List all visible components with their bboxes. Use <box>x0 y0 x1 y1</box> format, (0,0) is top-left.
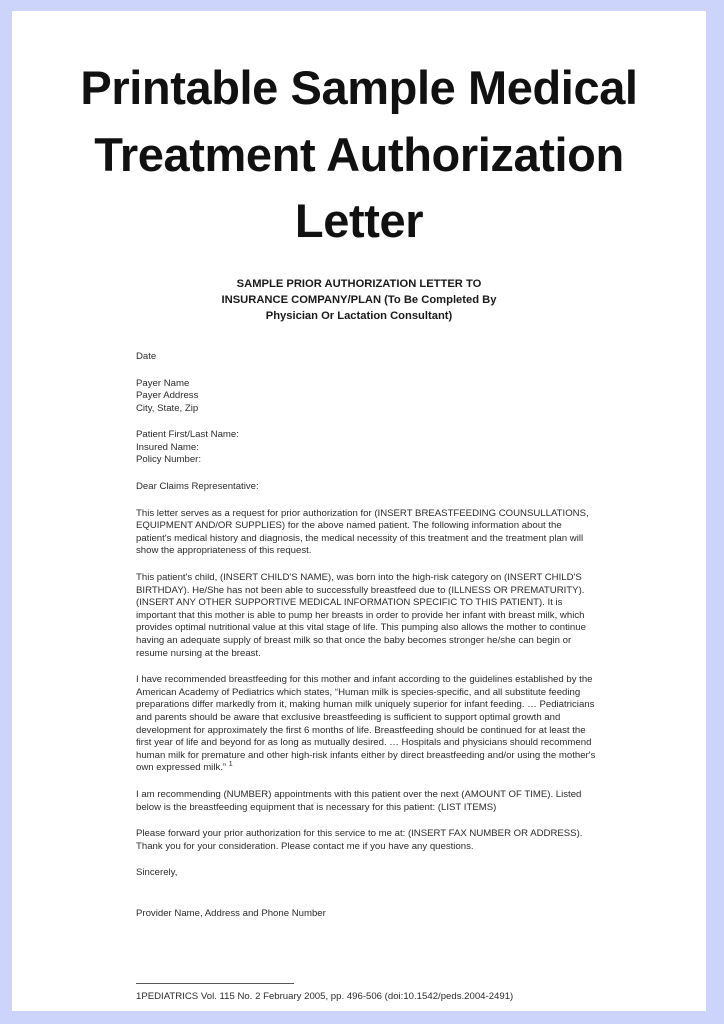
footnote-divider <box>136 983 294 984</box>
patient-block <box>136 429 596 467</box>
paragraph-5: Please forward your prior authorization for this service to me at: (INSERT FAX NUMBER OR ADDRESS). Thank you for your consideration. Please contact me if you have any questions. <box>136 828 583 852</box>
footnote-marker: 1 <box>228 761 233 769</box>
paragraph-3 <box>136 674 596 775</box>
signature-space <box>136 894 596 908</box>
payer-name: Payer Name <box>136 377 190 389</box>
document-subtitle <box>12 277 706 325</box>
paragraph-4: I am recommending (NUMBER) appointments with this patient over the next (AMOUNT OF TIME). Listed below is the breastfeeding equipment that is necessary for this patient: (LIST ITEMS) <box>136 788 582 813</box>
policy-number-field: Policy Number: <box>136 454 202 466</box>
subtitle-line-1: SAMPLE PRIOR AUTHORIZATION LETTER TO <box>236 278 482 291</box>
payer-address: Payer Address <box>136 390 199 402</box>
footnote-citation: 1PEDIATRICS Vol. 115 No. 2 February 2005, pp. 496-506 (doi:10.1542/peds.2004-2491) <box>136 990 514 1002</box>
closing: Sincerely, <box>136 867 178 879</box>
subtitle-line-2: INSURANCE COMPANY/PLAN (To Be Completed By <box>221 294 497 307</box>
payer-city-state-zip: City, State, Zip <box>136 402 199 414</box>
paragraph-1: This letter serves as a request for prior authorization for (INSERT BREASTFEEDING COUNSULLATIONS, EQUIPMENT AND/OR SUPPLIES) for the above named patient. The following information about the patient's medical history and diagnosis, the medical necessity of this treatment and the treatment plan will show the appropriateness of this request. <box>136 507 589 557</box>
patient-name-field: Patient First/Last Name: <box>136 429 239 441</box>
footnote-gap <box>136 935 596 983</box>
page-title: Printable Sample Medical Treatment Authorization Letter <box>80 61 638 248</box>
document-sheet <box>12 11 706 1011</box>
subtitle-line-3: Physician Or Lactation Consultant) <box>265 310 453 323</box>
salutation: Dear Claims Representative: <box>136 481 259 493</box>
letter-body <box>12 325 706 1003</box>
date-label: Date <box>136 350 157 362</box>
provider-line: Provider Name, Address and Phone Number <box>136 907 326 919</box>
date-block <box>136 351 596 364</box>
payer-block <box>136 378 596 416</box>
insured-name-field: Insured Name: <box>136 441 199 453</box>
paragraph-2: This patient's child, (INSERT CHILD'S NAME), was born into the high-risk category on (INSERT CHILD'S BIRTHDAY). He/She has not been able to successfully breastfeed due to (ILLNESS OR PREMATURITY). (INSERT ANY OTHER SUPPORTIVE MEDICAL INFORMATION SPECIFIC TO THIS PATIENT). It is important that this mother is able to pump her breasts in order to provide her infant with breast milk, which provides optimal nutritional value at this vital stage of life. This pumping also allows the mother to continue having an adequate supply of breast milk so that once the baby becomes stronger he/she can begin or resume nursing at the breast. <box>136 572 586 659</box>
paragraph-3-text: I have recommended breastfeeding for this mother and infant according to the guidelines established by the American Academy of Pediatrics which states, “Human milk is species-specific, and all substitute feeding preparations differ markedly from it, making human milk uniquely superior for infant feeding. … Pediatricians and parents should be aware that exclusive breastfeeding is sufficient to support optimal growth and development for approximately the first 6 months of life. Breastfeeding should be continued for at least the first year of life and beyond for as long as mutually desired. … Hospitals and physicians should recommend human milk for premature and other high-risk infants either by direct breastfeeding and/or using the mother's own expressed milk.” <box>136 674 596 774</box>
